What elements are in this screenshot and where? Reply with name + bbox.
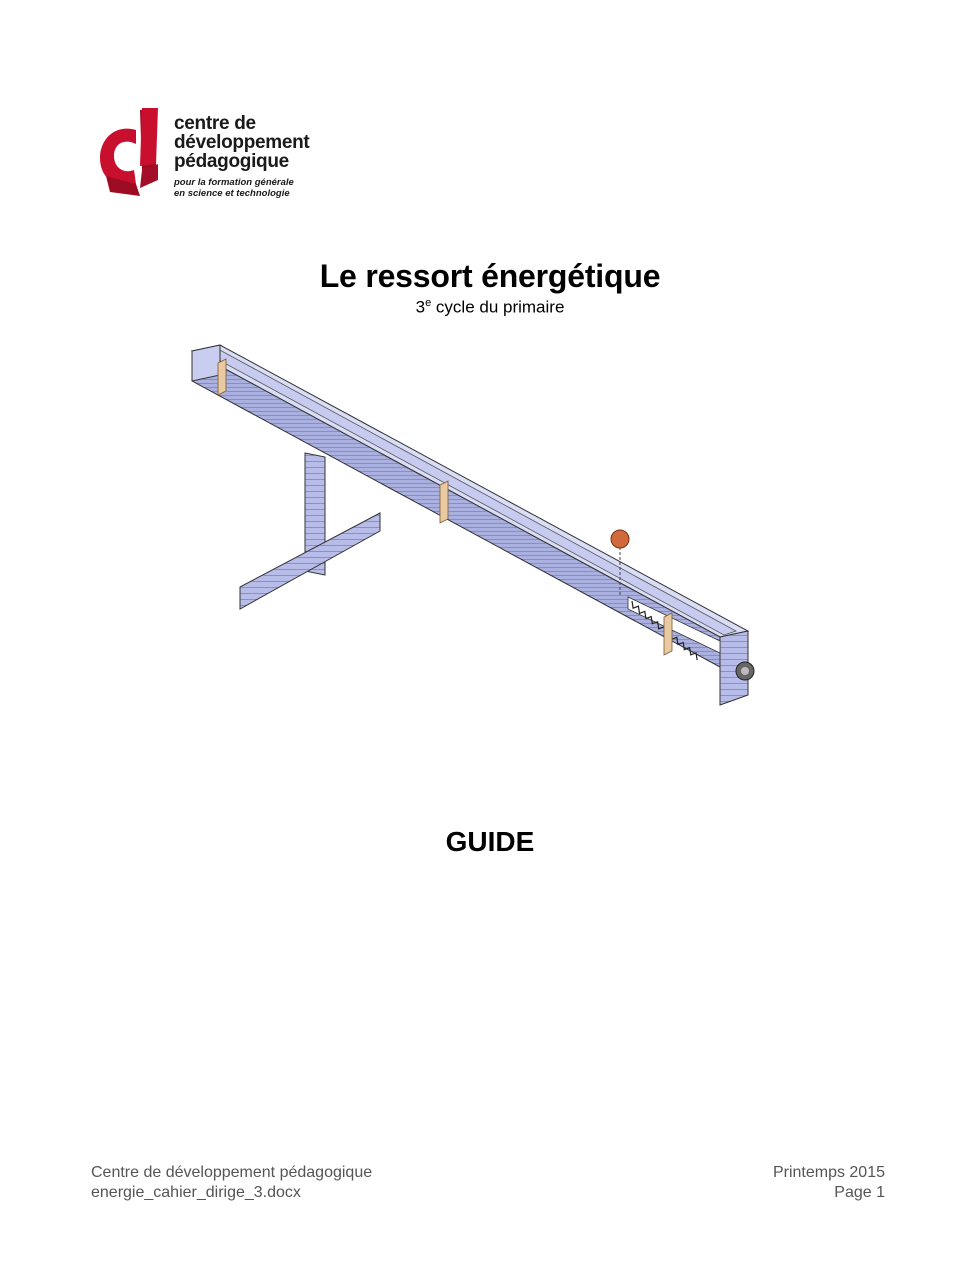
logo-tagline-1: pour la formation générale (174, 177, 294, 188)
footer-right (773, 1163, 885, 1203)
spring-ramp-illustration (180, 335, 780, 715)
logo-tagline-2: en science et technologie (174, 188, 290, 199)
document-subtitle (0, 297, 980, 318)
footer-organization: Centre de développement pédagogique (91, 1164, 373, 1181)
logo-line-2: développement (174, 132, 310, 153)
ramp-side (192, 351, 720, 667)
logo-line-3: pédagogique (174, 151, 289, 172)
logo-line-1: centre de (174, 113, 256, 134)
footer-filename: energie_cahier_dirige_3.docx (91, 1184, 301, 1201)
cdp-logo (96, 106, 336, 202)
subtitle-text: cycle du primaire (431, 297, 565, 317)
cdp-logo-mark (96, 106, 172, 200)
cycle-number: 3 (415, 297, 426, 317)
footer-left (91, 1163, 372, 1203)
cycle-ordinal-suffix: e (425, 297, 432, 309)
document-title: Le ressort énergétique (319, 258, 661, 294)
footer-page-number: Page 1 (834, 1184, 885, 1201)
footer-season: Printemps 2015 (772, 1164, 885, 1181)
guide-heading: GUIDE (445, 826, 535, 857)
ramp-support (240, 453, 380, 609)
ball-icon (611, 530, 629, 548)
